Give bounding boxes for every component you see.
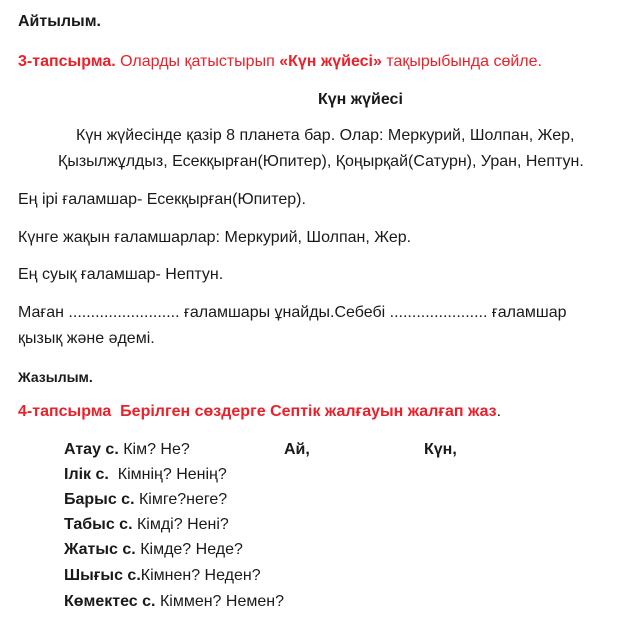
- case-questions: Кіммен? Немен?: [155, 593, 284, 610]
- case-name: Ілік с.: [64, 466, 109, 483]
- fill-in-sentence-line1: Маған ......................... ғаламшары ұнайды.Себебі ...................... ғаламшар: [18, 304, 567, 321]
- task3-text-before: Оларды қатыстырып: [115, 53, 280, 70]
- sentence-nearest-planets: Күнге жақын ғаламшарлар: Меркурий, Шолпан, Жер.: [18, 229, 412, 246]
- case-name: Шығыс с.: [64, 567, 141, 584]
- solar-paragraph-line1: Күн жүйесінде қазір 8 планета бар. Олар: Меркурий, Шолпан, Жер,: [76, 127, 575, 144]
- task3-text-after: тақырыбында сөйле.: [381, 53, 542, 70]
- case-questions: Кімнің? Ненің?: [108, 466, 227, 483]
- solar-title: Күн жүйесі: [318, 91, 403, 108]
- case-name: Жатыс с.: [64, 541, 136, 558]
- case-row-tabys: [64, 515, 229, 535]
- writing-heading: Жазылым.: [18, 369, 93, 385]
- case-row-komektes: [64, 592, 284, 612]
- case-questions: Кімге?неге?: [134, 491, 228, 508]
- word-ai: Ай,: [284, 441, 310, 458]
- case-name: Көмектес с.: [64, 593, 156, 610]
- case-name: Табыс с.: [64, 516, 133, 533]
- task4-period: .: [496, 403, 502, 420]
- task4-label: 4-тапсырма Берілген сөздерге Септік жалғауын жалғап жаз: [18, 403, 497, 420]
- case-name: Барыс с.: [64, 491, 135, 508]
- case-row-barys: [64, 490, 227, 510]
- solar-paragraph-line2: Қызылжұлдыз, Есекқырған(Юпитер), Қоңырқай(Сатурн), Уран, Нептун.: [58, 153, 584, 170]
- case-row-atau: [64, 440, 190, 460]
- task3-label: 3-тапсырма.: [18, 53, 116, 70]
- case-questions: Кімнен? Неден?: [140, 567, 261, 584]
- speaking-heading: Айтылым.: [18, 13, 101, 30]
- case-name: Атау с.: [64, 441, 119, 458]
- case-row-shygys: [64, 566, 261, 586]
- word-kun: Күн,: [424, 441, 457, 458]
- task3-instruction: [18, 52, 542, 72]
- case-row-zhatys: [64, 540, 243, 560]
- fill-in-sentence-line2: қызық және әдемі.: [18, 330, 155, 347]
- task3-topic: «Күн жүйесі»: [279, 53, 382, 70]
- sentence-coldest-planet: Ең суық ғаламшар- Нептун.: [18, 266, 224, 283]
- case-row-ilik: [64, 465, 227, 485]
- case-questions: Кім? Не?: [118, 441, 190, 458]
- case-questions: Кімде? Неде?: [135, 541, 243, 558]
- sentence-largest-planet: Ең ірі ғаламшар- Есекқырған(Юпитер).: [18, 191, 306, 208]
- case-questions: Кімді? Нені?: [132, 516, 229, 533]
- task4-instruction: [18, 402, 501, 422]
